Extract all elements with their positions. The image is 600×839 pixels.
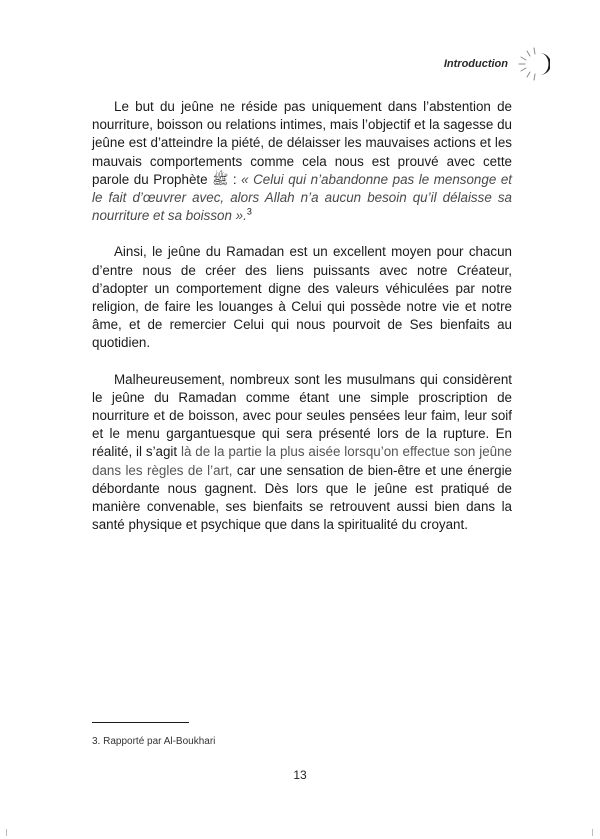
- paragraph-fasting-purpose: [92, 98, 512, 225]
- crop-mark: [6, 829, 7, 836]
- paragraph-text: Malheureusement, nombreux sont les musulmans qui considèrent le jeûne du Ramadan comme étant une simple proscription de nourriture et de boisson, avec pour seules pensées leur faim, leur soif et le menu gargantuesque qui sera présenté lors de la rupture. En réalité, il s’agit: [92, 371, 512, 460]
- paragraph-text: car une sensation de bien-être et une énergie débordante nous gagnent. Dès lors que le jeûne est pratiqué de manière convenable, ses bienfaits se retrouvent aussi bien dans la santé physique et psychique que dans la spiritualité du croyant.: [92, 462, 512, 533]
- sun-rays: [519, 48, 535, 80]
- paragraph-text: Le but du jeûne ne réside pas uniquement dans l’abstention de nourriture, boisson ou relations intimes, mais l’objectif et la sagesse du jeûne est d’atteindre la piété, de délaisser les mauvaises actions et les mauvais comportements comme cela nous est prouvé avec cette parole du Prophète ﷺ :: [92, 99, 512, 187]
- footnote-divider: [92, 722, 189, 723]
- footnote-reference: 3: [246, 206, 252, 217]
- footnote: 3. Rapporté par Al-Boukhari: [92, 736, 216, 747]
- crop-mark: [592, 829, 593, 836]
- body-text: [92, 98, 512, 534]
- running-header: [444, 44, 550, 84]
- crescent-moon-rays-icon: [516, 44, 550, 84]
- paragraph-misconception: [92, 371, 512, 535]
- paragraph-text: là de la partie la plus aisée lorsqu’on effectue son jeûne dans les règles de l’art,: [92, 444, 512, 478]
- hadith-quote: « Celui qui n’abandonne pas le mensonge et le fait d’œuvrer avec, alors Allah n’a aucun besoin qu’il délaisse sa nourriture et sa boisson ».: [92, 171, 512, 224]
- paragraph-ramadan-benefits: Ainsi, le jeûne du Ramadan est un excellent moyen pour chacun d’entre nous de créer des liens puissants avec notre Créateur, d’adopter un comportement digne des valeurs véhiculées par notre religion, de faire les louanges à Celui qui possède notre vie et notre âme, et de remercier Celui qui nous pourvoit de Ses bienfaits au quotidien.: [92, 244, 512, 351]
- chapter-title: Introduction: [443, 58, 508, 70]
- page-number: 13: [293, 768, 307, 782]
- crescent-shape: [540, 53, 550, 75]
